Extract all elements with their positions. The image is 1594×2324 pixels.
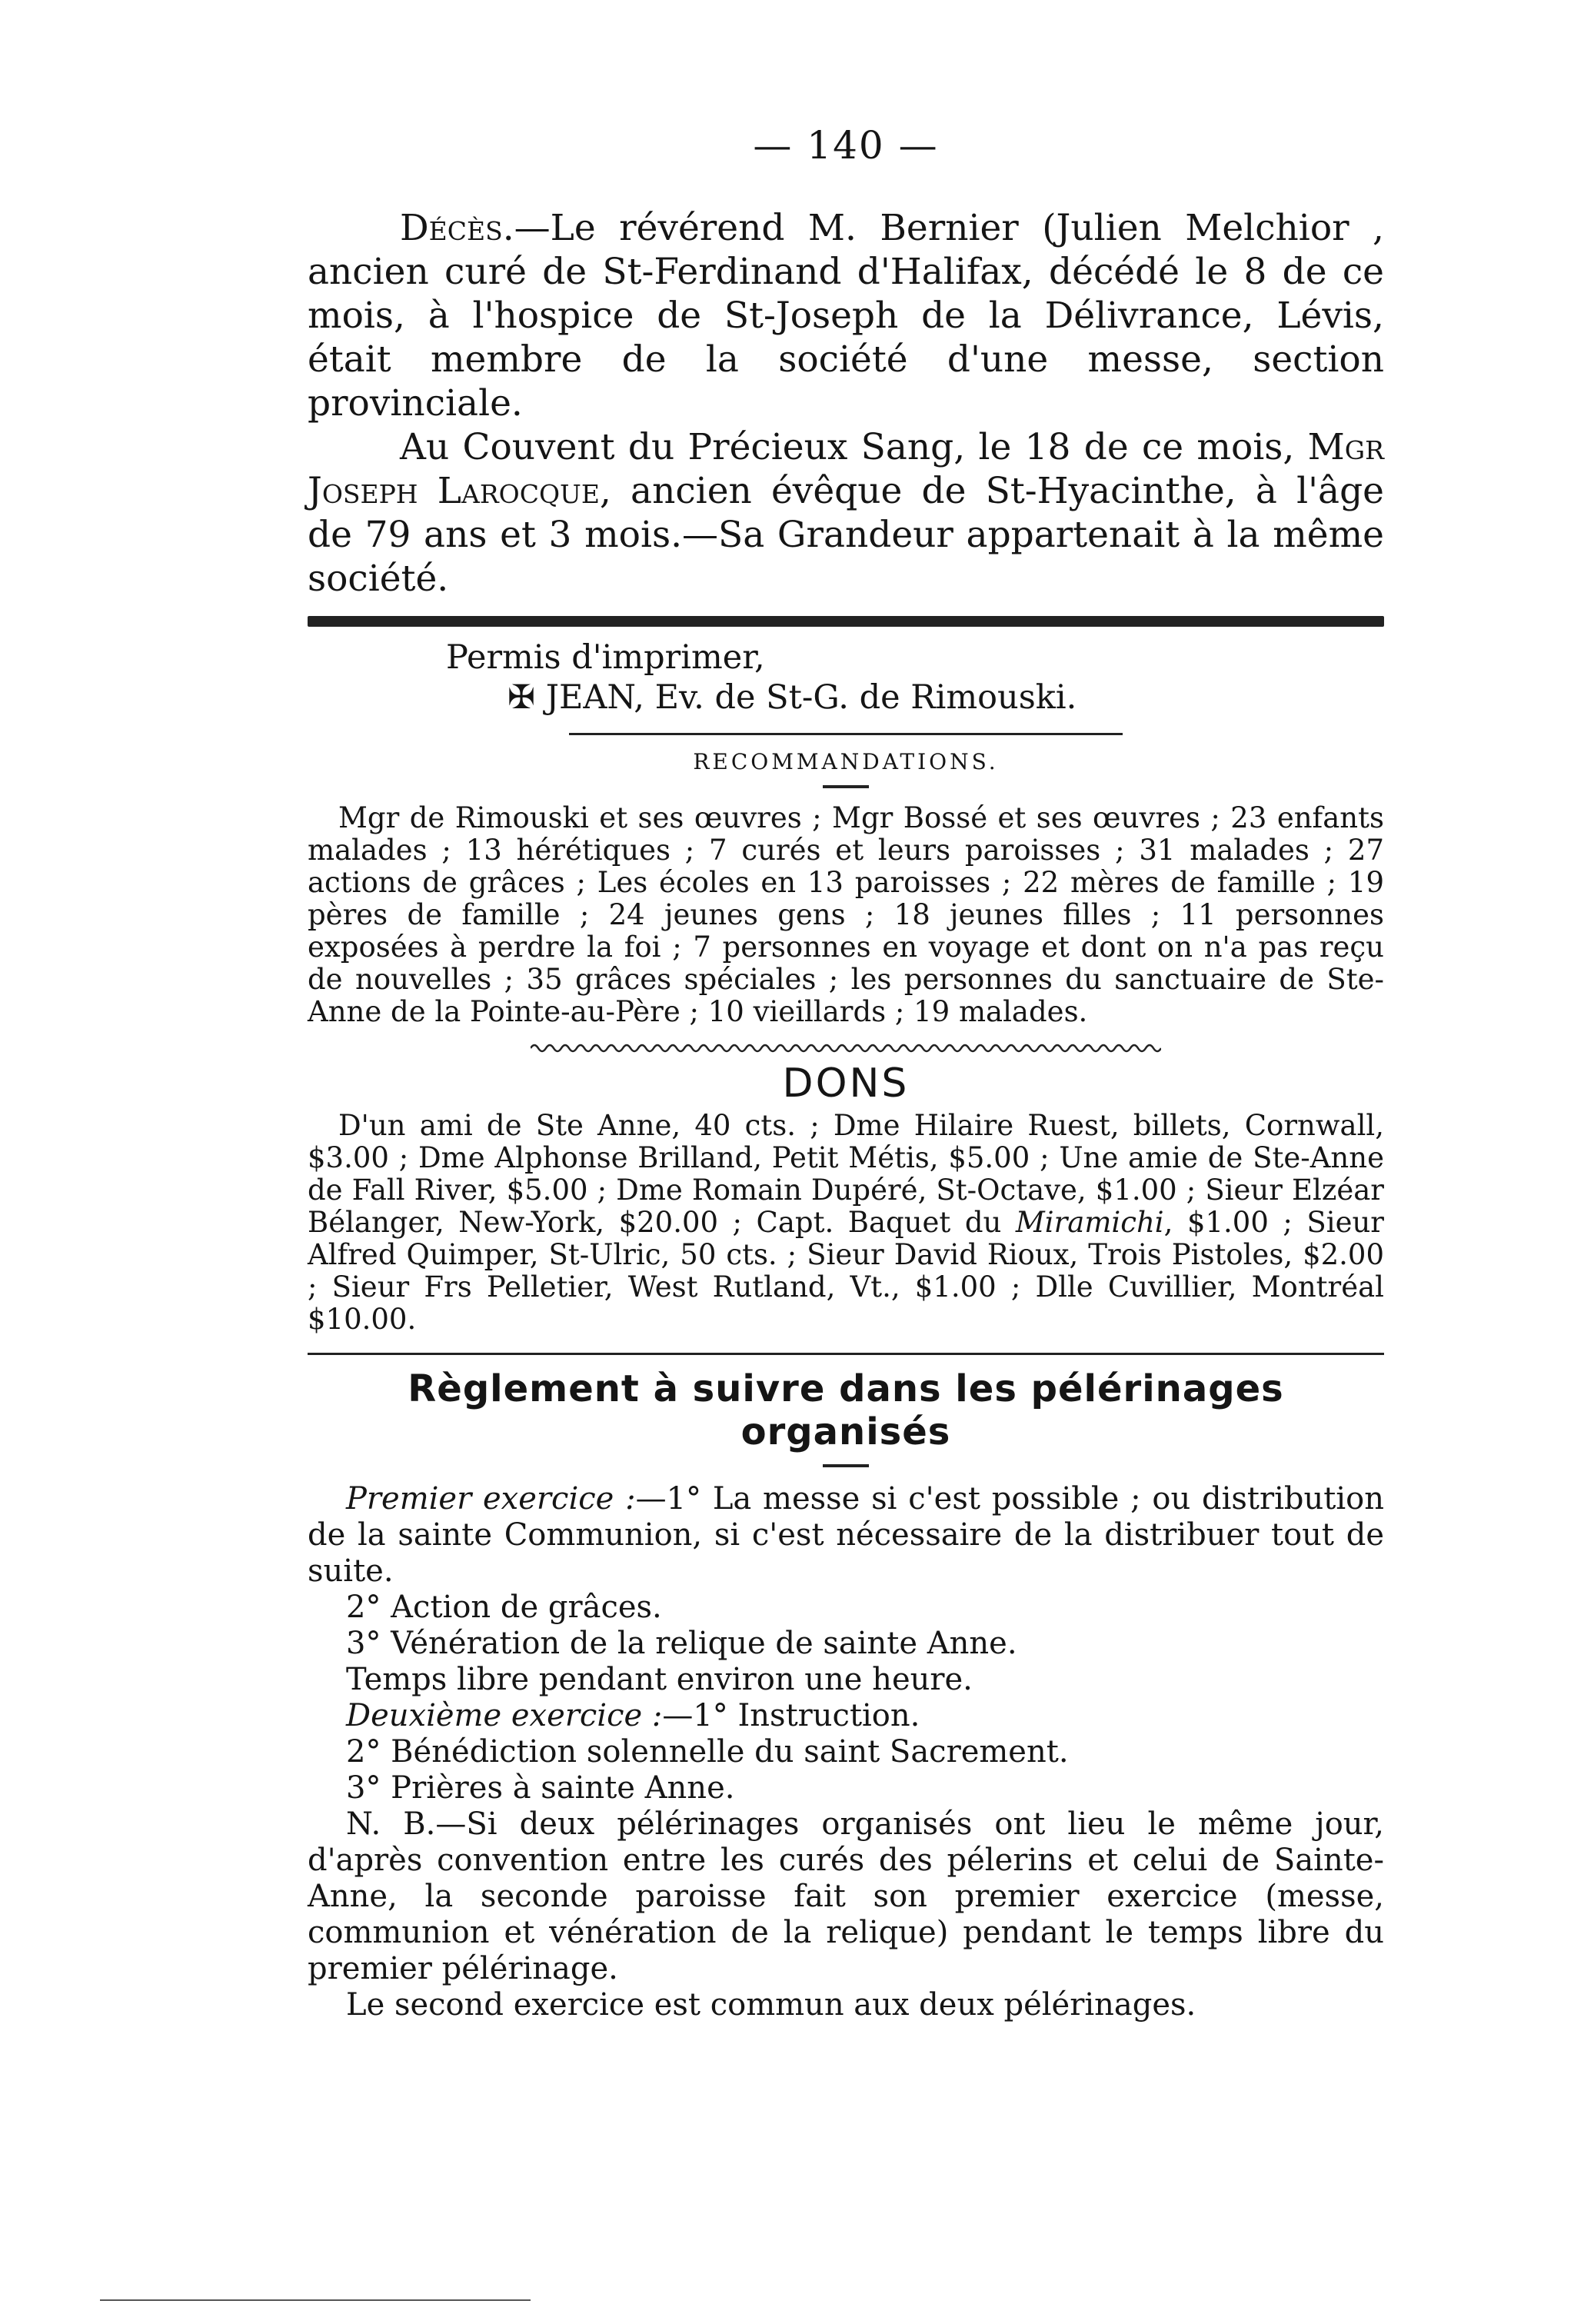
couvent-paragraph: [308, 425, 1384, 601]
deces-label: Décès.: [400, 207, 514, 249]
permis-signature-line: [507, 678, 1384, 718]
deuxieme-label: Deuxième exercice :: [346, 1698, 663, 1733]
dons-ship-name: Miramichi: [1015, 1206, 1164, 1239]
deces-paragraph: [308, 206, 1384, 425]
dons-text: [308, 1110, 1384, 1336]
wavy-divider: [531, 1040, 1161, 1056]
premier-exercice: [308, 1481, 1384, 1590]
document-page: [308, 123, 1384, 2023]
section-divider: [308, 1353, 1384, 1355]
short-divider: [569, 733, 1123, 735]
deuxieme-text: —1° Instruction.: [662, 1698, 920, 1733]
deces-text: —Le révérend M. Bernier (Julien Melchior , ancien curé de St-Ferdinand d'Halifax, décédé le 8 de ce mois, à l'hospice de St-Joseph de la Délivrance, Lévis, était membre de la société d'une messe, section provinciale.: [308, 207, 1384, 425]
recommandations-heading: RECOMMANDATIONS.: [693, 749, 999, 774]
reglement-line-3: 3° Vénération de la relique de sainte Anne.: [346, 1626, 1017, 1661]
reglement-line-5: 2° Bénédiction solennelle du saint Sacrement.: [346, 1734, 1069, 1770]
dons-text-1: D'un ami de Ste Anne, 40 cts. ; Dme Hilaire Ruest, billets, Cornwall, $3.00 ; Dme Alphonse Brilland, Petit Métis, $5.00 ; Une amie de Ste-Anne de Fall River, $5.00 ; Dme Romain Dupéré, St-Octave, $1.00 ; Sieur Elzéar Bélanger, New-York, $20.00 ; Capt. Baquet du: [308, 1109, 1384, 1239]
reglement-title: Règlement à suivre dans les pélérinages organisés: [408, 1367, 1284, 1453]
temps-libre: Temps libre pendant environ une heure.: [346, 1662, 973, 1697]
final-line: Le second exercice est commun aux deux pélérinages.: [346, 1987, 1196, 2023]
tiny-dash-divider: [823, 785, 869, 788]
reglement-line-2: 2° Action de grâces.: [346, 1590, 662, 1625]
page-number: — 140 —: [753, 123, 939, 168]
premier-text: —1° La messe si c'est possible ; ou distribution de la sainte Communion, si c'est nécessaire de la distribuer tout de suite.: [308, 1481, 1384, 1589]
cross-icon: ✠: [507, 678, 536, 717]
dons-text-2: , $1.00 ; Sieur Alfred Quimper, St-Ulric, 50 cts. ; Sieur David Rioux, Trois Pistoles, $2.00 ; Sieur Frs Pelletier, West Rutland, Vt., $1.00 ; Dlle Cuvillier, Montréal $10.00.: [308, 1206, 1384, 1336]
reglement-line-6: 3° Prières à sainte Anne.: [346, 1770, 735, 1806]
bottom-edge-rule: [100, 2299, 531, 2301]
permis-label: Permis d'imprimer,: [446, 638, 765, 677]
nb-paragraph: N. B.—Si deux pélérinages organisés ont lieu le même jour, d'après convention entre les curés des pélerins et celui de Sainte-Anne, la seconde paroisse fait son premier exercice (messe, communion et vénération de la relique) pendant le temps libre du premier pélérinage.: [308, 1806, 1384, 1986]
tiny-dash-divider-2: [823, 1464, 869, 1467]
couvent-text-after: , ancien évêque de St-Hyacinthe, à l'âge de 79 ans et 3 mois.—Sa Grandeur appartenait à la même société.: [308, 470, 1384, 600]
couvent-text-before: Au Couvent du Précieux Sang, le 18 de ce mois,: [400, 426, 1308, 468]
heavy-divider: [308, 616, 1384, 627]
permis-signature: JEAN, Ev. de St-G. de Rimouski.: [545, 678, 1077, 717]
recommandations-text: Mgr de Rimouski et ses œuvres ; Mgr Bossé et ses œuvres ; 23 enfants malades ; 13 hérétiques ; 7 curés et leurs paroisses ; 31 malades ; 27 actions de grâces ; Les écoles en 13 paroisses ; 22 mères de famille ; 19 pères de famille ; 24 jeunes gens ; 18 jeunes filles ; 11 personnes exposées à perdre la foi ; 7 personnes en voyage et dont on n'a pas reçu de nouvelles ; 35 grâces spéciales ; les personnes du sanctuaire de Ste-Anne de la Pointe-au-Père ; 10 vieillards ; 19 malades.: [308, 801, 1384, 1028]
dons-heading: DONS: [782, 1060, 910, 1107]
deuxieme-exercice: [308, 1698, 1384, 1734]
couvent-name: Mgr Joseph Larocque: [308, 426, 1384, 512]
premier-label: Premier exercice :: [346, 1481, 636, 1517]
